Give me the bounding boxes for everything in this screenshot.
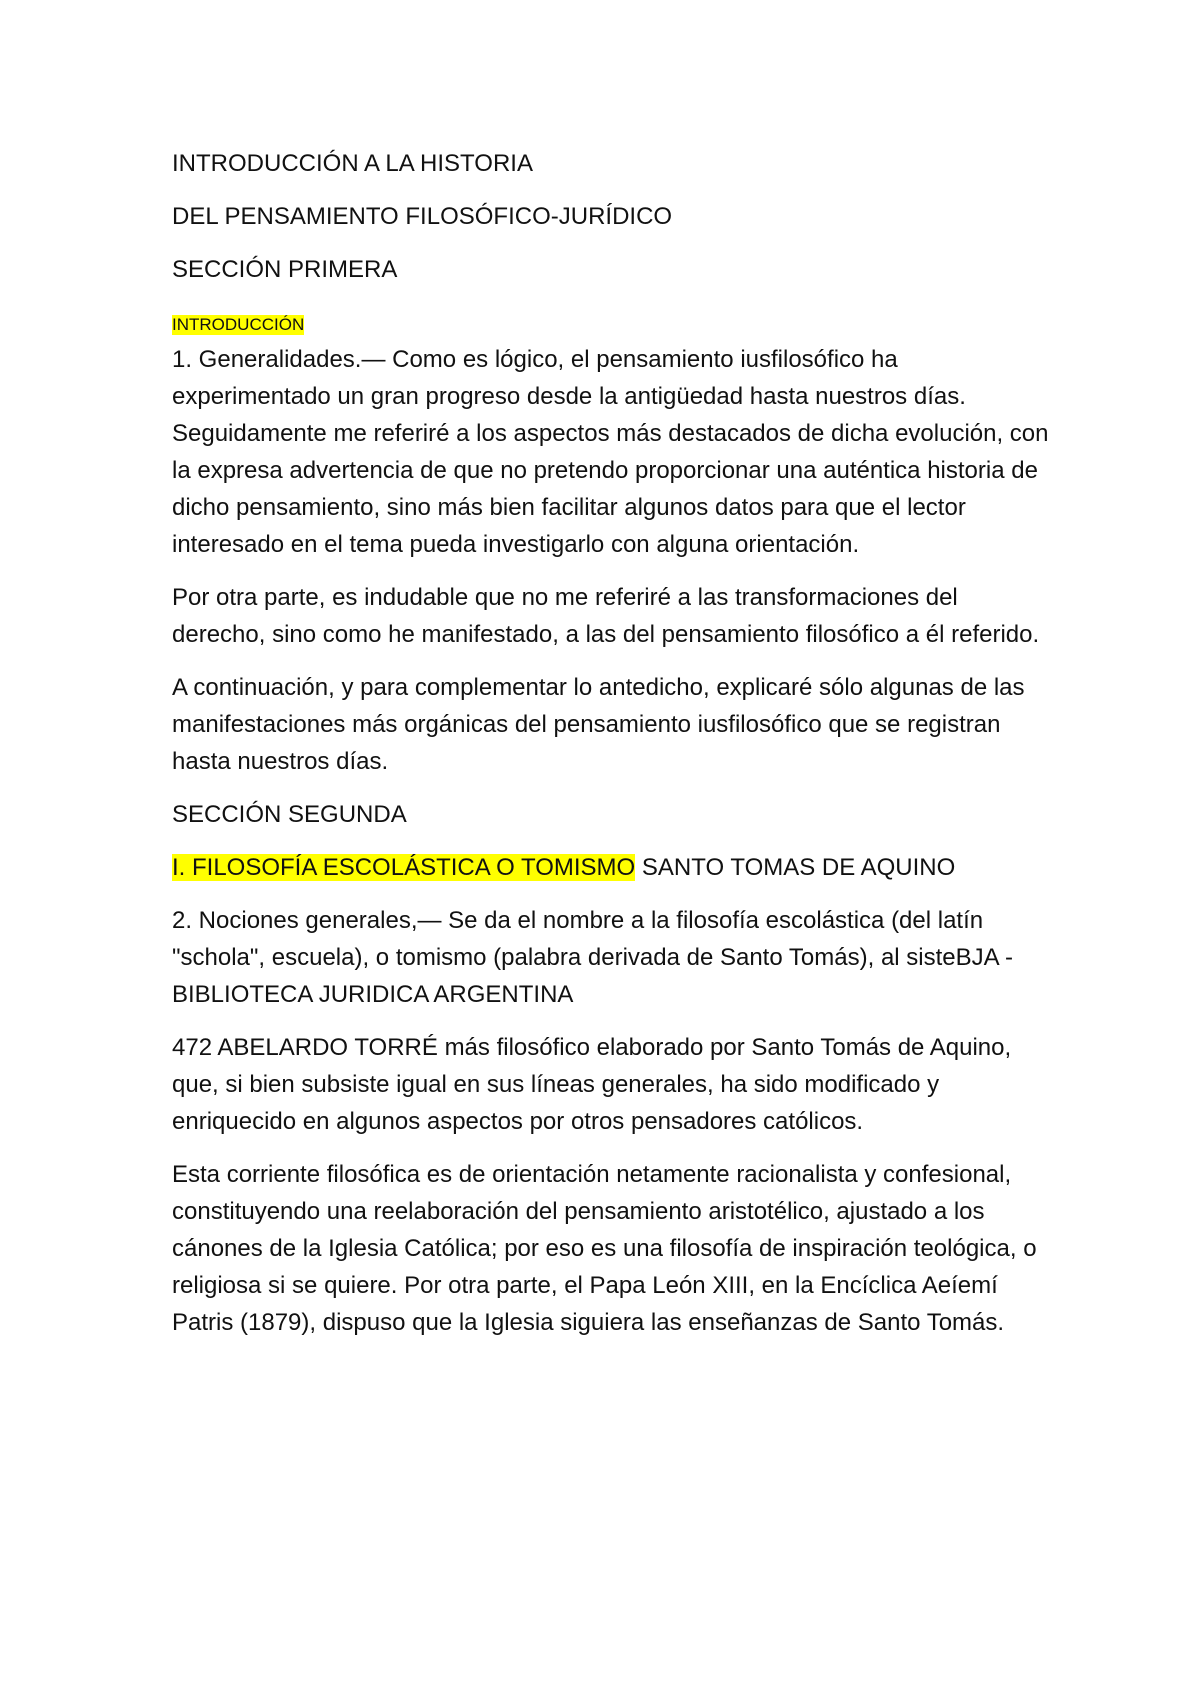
tomismo-heading-highlight: I. FILOSOFÍA ESCOLÁSTICA O TOMISMO	[172, 854, 636, 881]
title-line-1: INTRODUCCIÓN A LA HISTORIA	[172, 150, 533, 177]
title-line-2: DEL PENSAMIENTO FILOSÓFICO-JURÍDICO	[172, 203, 673, 230]
document-page	[172, 145, 1052, 1357]
paragraph-a-continuacion: A continuación, y para complementar lo antedicho, explicaré sólo algunas de las manifestaciones más orgánicas del pensamiento iusfilosófico que se registran hasta nuestros días.	[172, 674, 1025, 775]
section-primera-heading: SECCIÓN PRIMERA	[172, 256, 398, 283]
paragraph-corriente-filosofica: Esta corriente filosófica es de orientación netamente racionalista y confesional, constituyendo una reelaboración del pensamiento aristotélico, ajustado a los cánones de la Iglesia Católica; por eso es una filosofía de inspiración teológica, o religiosa si se quiere. Por otra parte, el Papa León XIII, en la Encíclica Aeíemí Patris (1879), dispuso que la Iglesia siguiera las enseñanzas de Santo Tomás.	[172, 1161, 1037, 1336]
tomismo-heading-rest: SANTO TOMAS DE AQUINO	[635, 854, 956, 881]
introduccion-label: INTRODUCCIÓN	[172, 315, 305, 334]
tomismo-heading	[172, 849, 1052, 886]
paragraph-por-otra-parte: Por otra parte, es indudable que no me referiré a las transformaciones del derecho, sino como he manifestado, a las del pensamiento filosófico a él referido.	[172, 584, 1040, 648]
paragraph-abelardo-torre: 472 ABELARDO TORRÉ más filosófico elaborado por Santo Tomás de Aquino, que, si bien subsiste igual en sus líneas generales, ha sido modificado y enriquecido en algunos aspectos por otros pensadores católicos.	[172, 1034, 1012, 1135]
paragraph-nociones-generales: 2. Nociones generales,— Se da el nombre a la filosofía escolástica (del latín "schola", escuela), o tomismo (palabra derivada de Santo Tomás), al sisteBJA - BIBLIOTECA JURIDICA ARGENTINA	[172, 907, 1013, 1008]
paragraph-generalidades: 1. Generalidades.— Como es lógico, el pensamiento iusfilosófico ha experimentado un gran progreso desde la antigüedad hasta nuestros días. Seguidamente me referiré a los aspectos más destacados de dicha evolución, con la expresa advertencia de que no pretendo proporcionar una auténtica historia de dicho pensamiento, sino más bien facilitar algunos datos para que el lector interesado en el tema pueda investigarlo con alguna orientación.	[172, 346, 1049, 558]
section-segunda-heading: SECCIÓN SEGUNDA	[172, 801, 407, 828]
